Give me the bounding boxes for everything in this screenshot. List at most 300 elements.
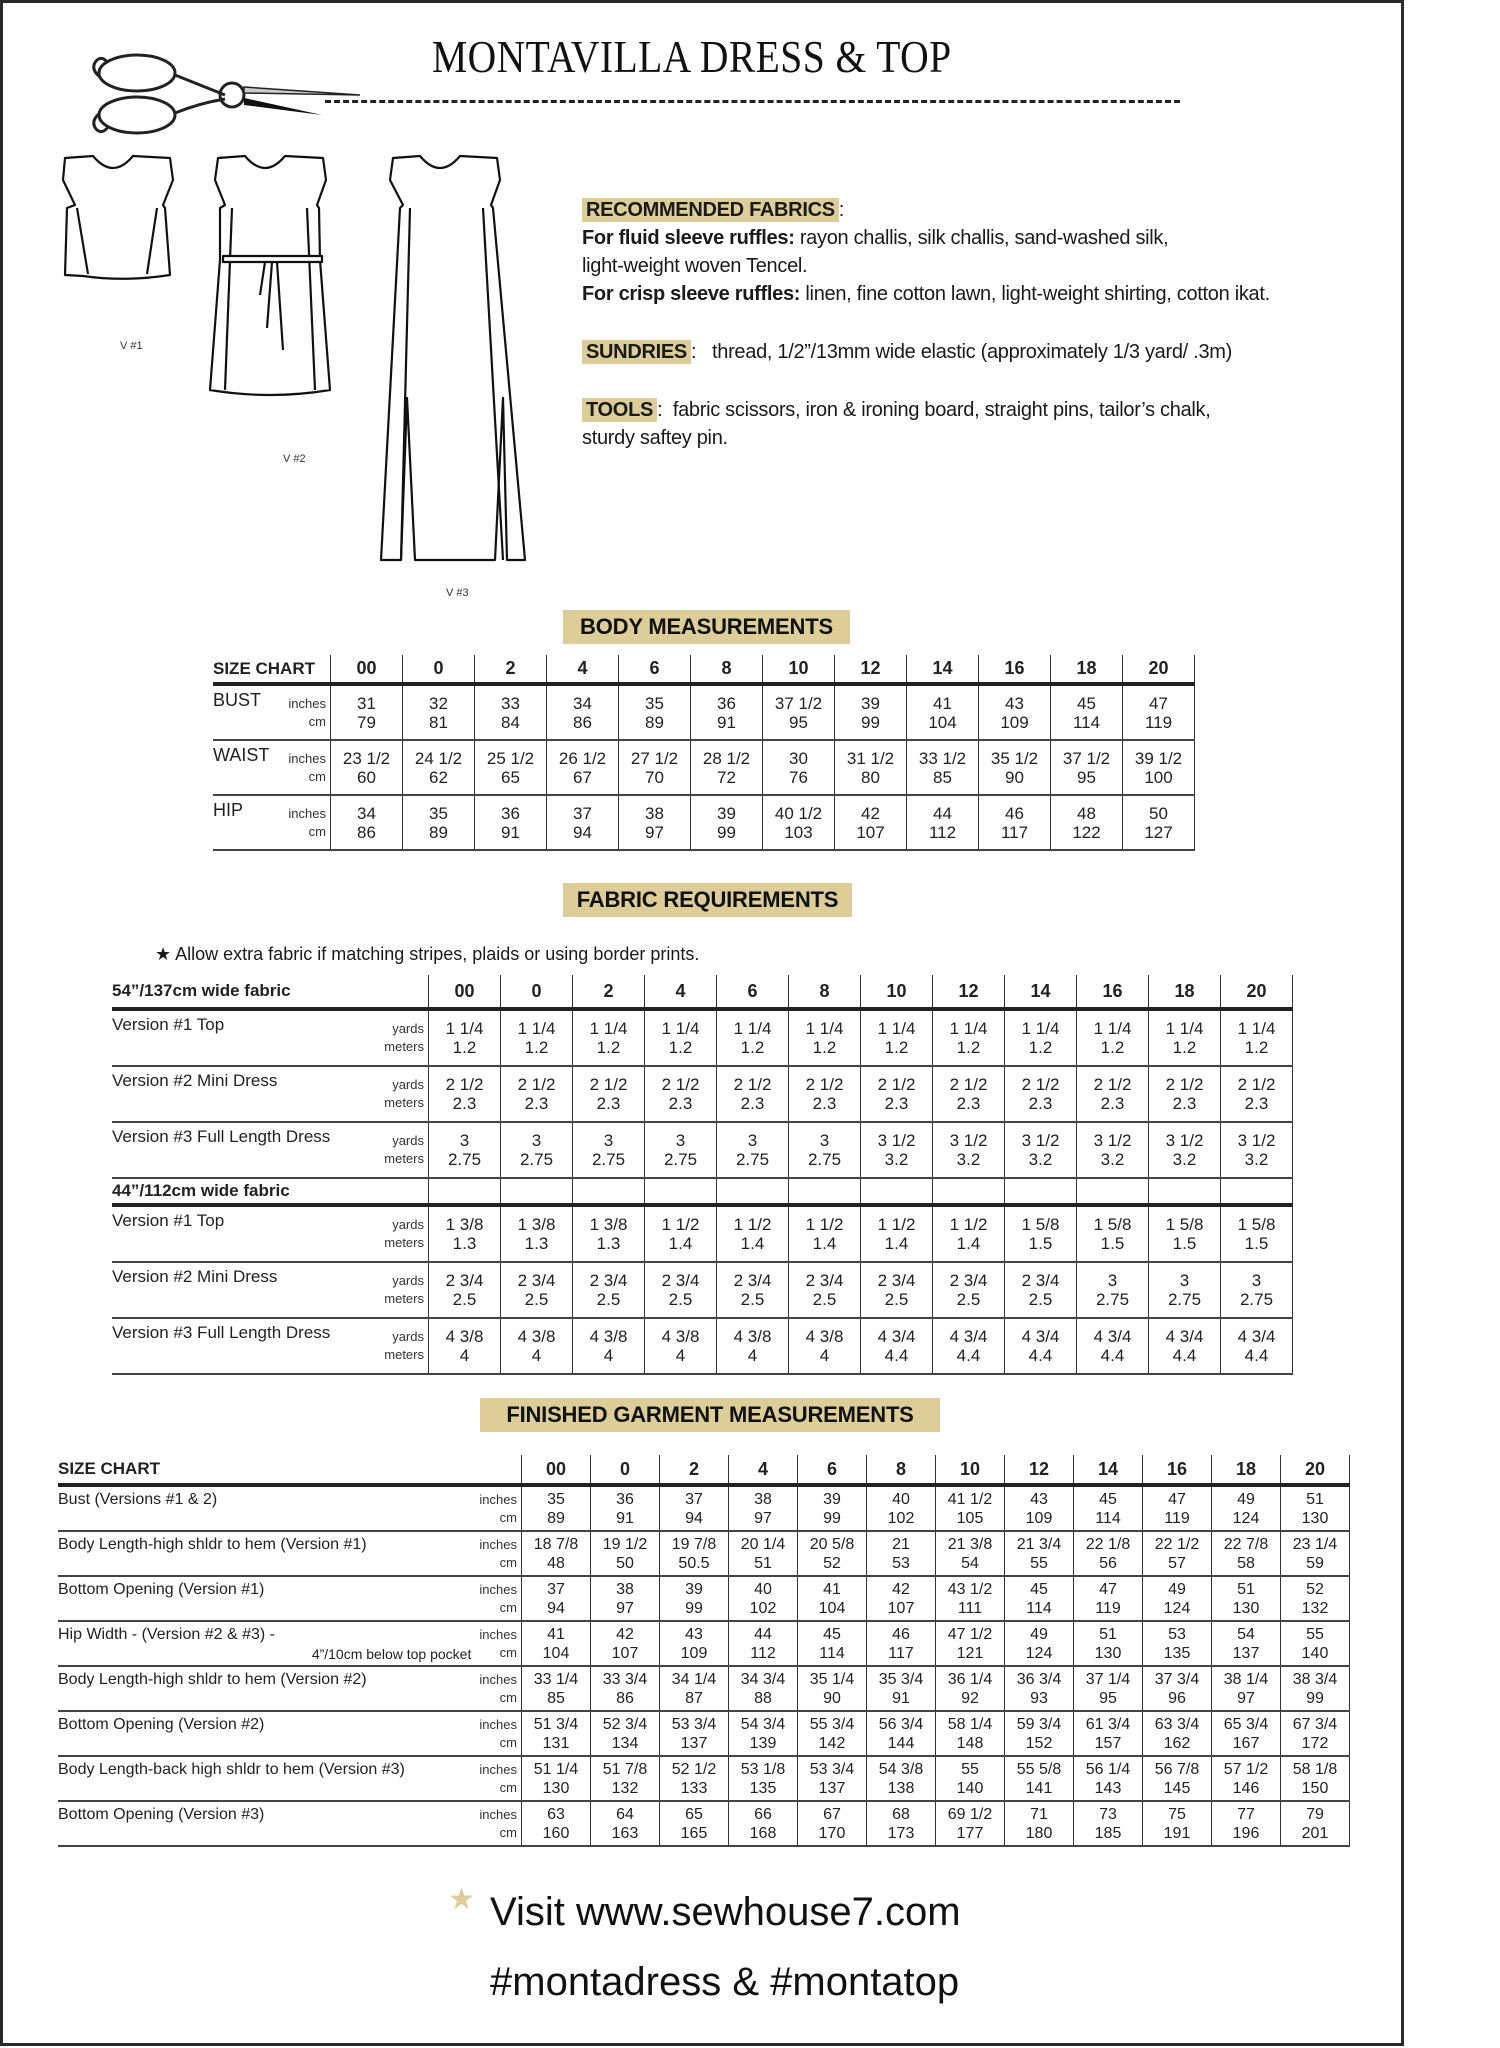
page-title: MONTAVILLA DRESS & TOP xyxy=(432,31,952,82)
value-primary: 58 1/4 xyxy=(947,1715,993,1733)
row-label-text: Body Length-high shldr to hem (Version #2) xyxy=(58,1671,367,1688)
value-primary: 28 1/2 xyxy=(702,748,751,768)
value-primary: 68 xyxy=(892,1805,910,1823)
value-cell xyxy=(573,1122,645,1178)
size-header: 20 xyxy=(1123,655,1195,684)
value-primary: 1 1/4 xyxy=(445,1019,484,1038)
value-cell xyxy=(798,1756,867,1801)
value-primary: 47 xyxy=(1149,693,1168,713)
value-secondary: 89 xyxy=(547,1509,565,1527)
value-cell xyxy=(936,1576,1005,1621)
size-header: 8 xyxy=(789,975,861,1009)
value-primary: 2 1/2 xyxy=(1021,1075,1060,1094)
value-cell xyxy=(1074,1485,1143,1531)
value-secondary: 138 xyxy=(887,1779,915,1797)
value-secondary: 1.5 xyxy=(1172,1234,1197,1253)
value-primary: 1 3/8 xyxy=(589,1215,628,1234)
value-primary: 1 3/8 xyxy=(445,1215,484,1234)
value-secondary: 67 xyxy=(573,767,592,787)
value-secondary: 1.4 xyxy=(812,1234,837,1253)
value-cell xyxy=(522,1801,591,1846)
row-label-text: Bottom Opening (Version #3) xyxy=(58,1806,265,1823)
value-cell xyxy=(1005,1801,1074,1846)
value-cell xyxy=(660,1531,729,1576)
value-secondary: 105 xyxy=(956,1509,984,1527)
value-cell xyxy=(1123,684,1195,740)
value-secondary: 2.3 xyxy=(524,1094,549,1113)
value-primary: 52 3/4 xyxy=(602,1715,648,1733)
value-primary: 2 1/2 xyxy=(1237,1075,1276,1094)
value-cell xyxy=(1221,1262,1293,1318)
value-cell xyxy=(798,1485,867,1531)
size-header: 00 xyxy=(331,655,403,684)
version-label-1: V #1 xyxy=(120,340,143,352)
value-primary: 56 7/8 xyxy=(1154,1760,1200,1778)
value-secondary: 4 xyxy=(675,1346,686,1365)
fluid-text-2: light-weight woven Tencel. xyxy=(582,255,808,277)
crisp-text: linen, fine cotton lawn, light-weight shirting, cotton ikat. xyxy=(800,283,1270,305)
value-cell xyxy=(1005,1711,1074,1756)
value-secondary: 4 xyxy=(531,1346,542,1365)
value-secondary: 99 xyxy=(823,1509,841,1527)
value-cell xyxy=(1074,1531,1143,1576)
unit-labels xyxy=(471,1801,521,1846)
value-cell xyxy=(1212,1711,1281,1756)
value-primary: 44 xyxy=(933,803,952,823)
value-cell xyxy=(691,740,763,795)
value-primary: 2 1/2 xyxy=(1093,1075,1132,1094)
value-cell xyxy=(907,740,979,795)
value-primary: 2 1/2 xyxy=(589,1075,628,1094)
value-cell xyxy=(936,1485,1005,1531)
value-primary: 36 xyxy=(501,803,520,823)
unit-primary: inches xyxy=(479,1491,517,1507)
unit-primary: inches xyxy=(479,1716,517,1732)
value-cell xyxy=(1005,1576,1074,1621)
row-label-text: BUST xyxy=(213,690,262,710)
value-primary: 55 xyxy=(961,1760,979,1778)
value-primary: 63 3/4 xyxy=(1154,1715,1200,1733)
value-primary: 1 1/2 xyxy=(805,1215,844,1234)
value-primary: 55 5/8 xyxy=(1016,1760,1062,1778)
value-primary: 3 xyxy=(531,1131,542,1150)
value-cell xyxy=(1077,1009,1149,1066)
value-primary: 46 xyxy=(1005,803,1024,823)
value-secondary: 1.2 xyxy=(596,1038,621,1057)
value-cell xyxy=(660,1666,729,1711)
size-header: 2 xyxy=(660,1455,729,1485)
unit-secondary: cm xyxy=(308,713,326,729)
value-primary: 19 1/2 xyxy=(602,1535,648,1553)
value-cell xyxy=(936,1756,1005,1801)
value-cell xyxy=(403,740,475,795)
value-primary: 52 1/2 xyxy=(671,1760,717,1778)
value-secondary: 4.4 xyxy=(884,1346,909,1365)
value-cell xyxy=(936,1711,1005,1756)
value-cell xyxy=(798,1801,867,1846)
size-header: 10 xyxy=(936,1455,1005,1485)
value-cell xyxy=(522,1621,591,1666)
unit-primary: yards xyxy=(392,1077,424,1092)
value-cell xyxy=(501,1205,573,1262)
size-header xyxy=(429,1178,501,1205)
value-primary: 37 xyxy=(573,803,592,823)
value-primary: 51 xyxy=(1237,1580,1255,1598)
value-cell xyxy=(1005,1009,1077,1066)
value-secondary: 1.2 xyxy=(956,1038,981,1057)
value-cell xyxy=(1149,1262,1221,1318)
value-secondary: 114 xyxy=(819,1644,845,1662)
value-cell xyxy=(936,1531,1005,1576)
body-measurements-table xyxy=(213,655,1195,851)
value-secondary: 99 xyxy=(861,712,880,732)
value-primary: 2 1/2 xyxy=(805,1075,844,1094)
value-secondary: 127 xyxy=(1144,822,1173,842)
row-label-text: Body Length-back high shldr to hem (Version #3) xyxy=(58,1761,405,1778)
value-cell xyxy=(547,740,619,795)
value-primary: 37 1/2 xyxy=(774,693,823,713)
value-primary: 59 3/4 xyxy=(1016,1715,1062,1733)
size-header: 0 xyxy=(591,1455,660,1485)
value-cell xyxy=(573,1318,645,1374)
value-cell xyxy=(1077,1205,1149,1262)
recommended-fabrics-heading: RECOMMENDED FABRICS xyxy=(582,198,839,222)
value-secondary: 2.5 xyxy=(524,1290,549,1309)
value-primary: 2 3/4 xyxy=(805,1271,844,1290)
table-row xyxy=(112,1318,1293,1374)
value-cell xyxy=(1281,1801,1350,1846)
value-secondary: 50.5 xyxy=(678,1554,710,1572)
value-primary: 3 xyxy=(1179,1271,1190,1290)
unit-secondary: cm xyxy=(308,823,326,839)
value-primary: 46 xyxy=(892,1625,910,1643)
table-row xyxy=(112,1205,1293,1262)
value-primary: 39 xyxy=(861,693,880,713)
value-cell xyxy=(522,1485,591,1531)
value-secondary: 144 xyxy=(887,1734,915,1752)
value-primary: 34 xyxy=(573,693,592,713)
value-primary: 40 1/2 xyxy=(774,803,823,823)
size-header xyxy=(1149,1178,1221,1205)
value-primary: 39 xyxy=(823,1490,841,1508)
value-primary: 73 xyxy=(1099,1805,1117,1823)
value-secondary: 100 xyxy=(1144,767,1173,787)
value-cell xyxy=(763,795,835,850)
value-cell xyxy=(1077,1122,1149,1178)
value-cell xyxy=(619,740,691,795)
size-header: 4 xyxy=(729,1455,798,1485)
unit-primary: inches xyxy=(479,1671,517,1687)
table-row xyxy=(112,1009,1293,1066)
size-header xyxy=(1221,1178,1293,1205)
value-primary: 2 1/2 xyxy=(877,1075,916,1094)
size-header: 8 xyxy=(691,655,763,684)
value-secondary: 4 xyxy=(603,1346,614,1365)
value-secondary: 91 xyxy=(892,1689,910,1707)
value-secondary: 1.3 xyxy=(524,1234,549,1253)
value-primary: 69 1/2 xyxy=(947,1805,993,1823)
value-secondary: 130 xyxy=(1232,1599,1260,1617)
value-primary: 1 1/4 xyxy=(877,1019,916,1038)
value-cell xyxy=(475,740,547,795)
value-cell xyxy=(645,1122,717,1178)
value-primary: 65 xyxy=(685,1805,703,1823)
value-secondary: 86 xyxy=(616,1689,634,1707)
value-cell xyxy=(729,1801,798,1846)
value-primary: 1 1/4 xyxy=(733,1019,772,1038)
value-secondary: 2.3 xyxy=(740,1094,765,1113)
value-cell xyxy=(1281,1576,1350,1621)
value-cell xyxy=(1149,1318,1221,1374)
value-secondary: 2.5 xyxy=(884,1290,909,1309)
value-secondary: 94 xyxy=(573,822,592,842)
value-secondary: 162 xyxy=(1163,1734,1191,1752)
value-cell xyxy=(936,1666,1005,1711)
value-primary: 2 1/2 xyxy=(733,1075,772,1094)
value-secondary: 48 xyxy=(547,1554,565,1572)
value-cell xyxy=(1005,1122,1077,1178)
value-secondary: 157 xyxy=(1094,1734,1122,1752)
value-secondary: 2.3 xyxy=(452,1094,477,1113)
value-primary: 1 5/8 xyxy=(1165,1215,1204,1234)
fabric-requirements-table xyxy=(112,975,1293,1375)
dress-illustration-v2 xyxy=(210,156,330,395)
value-cell xyxy=(573,1205,645,1262)
value-primary: 30 xyxy=(789,748,808,768)
value-secondary: 135 xyxy=(1163,1644,1191,1662)
value-secondary: 145 xyxy=(1163,1779,1191,1797)
value-cell xyxy=(763,740,835,795)
value-primary: 3 1/2 xyxy=(1237,1131,1276,1150)
value-primary: 54 3/8 xyxy=(878,1760,924,1778)
value-cell xyxy=(475,684,547,740)
value-secondary: 172 xyxy=(1301,1734,1329,1752)
value-cell xyxy=(501,1009,573,1066)
value-primary: 3 1/2 xyxy=(877,1131,916,1150)
value-cell xyxy=(1051,740,1123,795)
value-primary: 22 1/8 xyxy=(1085,1535,1131,1553)
row-label xyxy=(58,1801,471,1846)
value-primary: 45 xyxy=(1030,1580,1048,1598)
value-primary: 43 xyxy=(1005,693,1024,713)
value-primary: 4 3/4 xyxy=(877,1327,916,1346)
value-primary: 52 xyxy=(1306,1580,1324,1598)
value-primary: 54 xyxy=(1237,1625,1255,1643)
value-secondary: 124 xyxy=(1025,1644,1053,1662)
value-secondary: 1.2 xyxy=(1028,1038,1053,1057)
value-primary: 33 xyxy=(501,693,520,713)
value-primary: 54 3/4 xyxy=(740,1715,786,1733)
value-secondary: 140 xyxy=(1301,1644,1329,1662)
value-secondary: 109 xyxy=(1000,712,1029,732)
value-secondary: 1.2 xyxy=(884,1038,909,1057)
unit-labels xyxy=(375,1009,428,1066)
value-secondary: 91 xyxy=(501,822,520,842)
value-secondary: 114 xyxy=(1072,712,1101,732)
unit-secondary: cm xyxy=(499,1644,517,1660)
value-primary: 36 1/4 xyxy=(947,1670,993,1688)
value-primary: 4 3/8 xyxy=(589,1327,628,1346)
value-cell xyxy=(729,1666,798,1711)
size-header: 20 xyxy=(1221,975,1293,1009)
value-primary: 39 xyxy=(717,803,736,823)
value-primary: 51 xyxy=(1306,1490,1324,1508)
value-cell xyxy=(501,1318,573,1374)
size-header xyxy=(789,1178,861,1205)
value-primary: 35 xyxy=(429,803,448,823)
value-primary: 34 1/4 xyxy=(671,1670,717,1688)
value-cell xyxy=(619,795,691,850)
value-cell xyxy=(861,1122,933,1178)
size-header: 6 xyxy=(798,1455,867,1485)
value-secondary: 2.3 xyxy=(668,1094,693,1113)
value-primary: 40 xyxy=(754,1580,772,1598)
value-primary: 53 3/4 xyxy=(809,1760,855,1778)
value-cell xyxy=(763,684,835,740)
value-cell xyxy=(1212,1666,1281,1711)
value-primary: 45 xyxy=(1099,1490,1117,1508)
value-primary: 1 1/4 xyxy=(517,1019,556,1038)
size-header: 4 xyxy=(645,975,717,1009)
value-cell xyxy=(573,1066,645,1122)
value-cell xyxy=(798,1666,867,1711)
value-secondary: 130 xyxy=(542,1779,570,1797)
value-secondary: 53 xyxy=(892,1554,910,1572)
value-secondary: 130 xyxy=(1301,1509,1329,1527)
unit-primary: inches xyxy=(288,695,326,711)
size-header: 6 xyxy=(619,655,691,684)
value-secondary: 94 xyxy=(547,1599,565,1617)
value-primary: 25 1/2 xyxy=(486,748,535,768)
size-header: 2 xyxy=(475,655,547,684)
value-secondary: 167 xyxy=(1232,1734,1260,1752)
fabric-width-label: 44”/112cm wide fabric xyxy=(112,1178,429,1205)
website-link[interactable]: Visit www.sewhouse7.com xyxy=(490,1890,961,1934)
size-header: 0 xyxy=(403,655,475,684)
unit-secondary: meters xyxy=(384,1095,424,1110)
value-primary: 1 3/8 xyxy=(517,1215,556,1234)
value-primary: 44 xyxy=(754,1625,772,1643)
value-secondary: 180 xyxy=(1025,1824,1053,1842)
value-cell xyxy=(1212,1801,1281,1846)
value-cell xyxy=(867,1711,936,1756)
row-label-text: Version #2 Mini Dress xyxy=(112,1267,278,1286)
value-secondary: 2.5 xyxy=(740,1290,765,1309)
value-cell xyxy=(591,1756,660,1801)
value-secondary: 96 xyxy=(1168,1689,1186,1707)
value-secondary: 114 xyxy=(1026,1599,1052,1617)
value-primary: 4 3/4 xyxy=(1237,1327,1276,1346)
unit-labels xyxy=(280,795,330,850)
value-secondary: 163 xyxy=(611,1824,639,1842)
value-cell xyxy=(1281,1756,1350,1801)
size-header: 0 xyxy=(501,975,573,1009)
value-cell xyxy=(547,684,619,740)
value-cell xyxy=(1149,1122,1221,1178)
value-secondary: 99 xyxy=(685,1599,703,1617)
sundries-heading: SUNDRIES xyxy=(582,340,691,364)
unit-primary: yards xyxy=(392,1021,424,1036)
value-secondary: 134 xyxy=(611,1734,639,1752)
value-primary: 57 1/2 xyxy=(1223,1760,1269,1778)
value-cell xyxy=(645,1009,717,1066)
value-primary: 48 xyxy=(1077,803,1096,823)
version-label-2: V #2 xyxy=(283,453,306,465)
value-secondary: 112 xyxy=(928,822,957,842)
row-label xyxy=(213,684,280,740)
value-cell xyxy=(429,1066,501,1122)
value-cell xyxy=(591,1666,660,1711)
value-secondary: 104 xyxy=(818,1599,846,1617)
value-primary: 22 1/2 xyxy=(1154,1535,1200,1553)
value-secondary: 2.75 xyxy=(1095,1290,1130,1309)
value-secondary: 3.2 xyxy=(1028,1150,1053,1169)
value-cell xyxy=(691,684,763,740)
value-secondary: 119 xyxy=(1164,1509,1190,1527)
value-primary: 2 1/2 xyxy=(517,1075,556,1094)
table-row xyxy=(112,1066,1293,1122)
row-label-text: Bust (Versions #1 & 2) xyxy=(58,1491,218,1508)
value-secondary: 86 xyxy=(357,822,376,842)
garment-illustrations xyxy=(55,150,575,610)
value-cell xyxy=(660,1485,729,1531)
value-primary: 1 1/4 xyxy=(805,1019,844,1038)
value-secondary: 4.4 xyxy=(1172,1346,1197,1365)
value-primary: 2 3/4 xyxy=(877,1271,916,1290)
value-secondary: 1.4 xyxy=(740,1234,765,1253)
value-secondary: 92 xyxy=(961,1689,979,1707)
value-secondary: 88 xyxy=(754,1689,772,1707)
value-secondary: 3.2 xyxy=(1172,1150,1197,1169)
value-cell xyxy=(861,1262,933,1318)
unit-primary: yards xyxy=(392,1133,424,1148)
value-cell xyxy=(501,1066,573,1122)
value-primary: 43 xyxy=(1030,1490,1048,1508)
value-cell xyxy=(1005,1621,1074,1666)
value-secondary: 97 xyxy=(1237,1689,1255,1707)
value-primary: 53 3/4 xyxy=(671,1715,717,1733)
finished-measurements-heading: FINISHED GARMENT MEASUREMENTS xyxy=(480,1398,940,1432)
value-primary: 1 1/2 xyxy=(949,1215,988,1234)
value-cell xyxy=(729,1576,798,1621)
value-primary: 1 5/8 xyxy=(1021,1215,1060,1234)
value-primary: 36 xyxy=(717,693,736,713)
value-secondary: 117 xyxy=(1000,822,1029,842)
row-label-text: Version #2 Mini Dress xyxy=(112,1071,278,1090)
value-primary: 33 3/4 xyxy=(602,1670,648,1688)
value-secondary: 124 xyxy=(1232,1509,1260,1527)
tools-text: fabric scissors, iron & ironing board, straight pins, tailor’s chalk, xyxy=(672,399,1211,421)
tools-heading: TOOLS xyxy=(582,398,657,422)
size-header: 00 xyxy=(429,975,501,1009)
row-label xyxy=(58,1621,471,1666)
value-primary: 34 xyxy=(357,803,376,823)
value-cell xyxy=(798,1711,867,1756)
value-secondary: 94 xyxy=(685,1509,703,1527)
value-secondary: 91 xyxy=(616,1509,634,1527)
value-cell xyxy=(573,1009,645,1066)
value-cell xyxy=(591,1711,660,1756)
value-primary: 2 1/2 xyxy=(949,1075,988,1094)
size-header: 12 xyxy=(1005,1455,1074,1485)
row-label-text: Bottom Opening (Version #2) xyxy=(58,1716,265,1733)
value-secondary: 2.75 xyxy=(735,1150,770,1169)
value-secondary: 2.75 xyxy=(447,1150,482,1169)
value-cell xyxy=(1143,1621,1212,1666)
value-secondary: 56 xyxy=(1099,1554,1117,1572)
value-cell xyxy=(933,1318,1005,1374)
value-secondary: 1.4 xyxy=(956,1234,981,1253)
